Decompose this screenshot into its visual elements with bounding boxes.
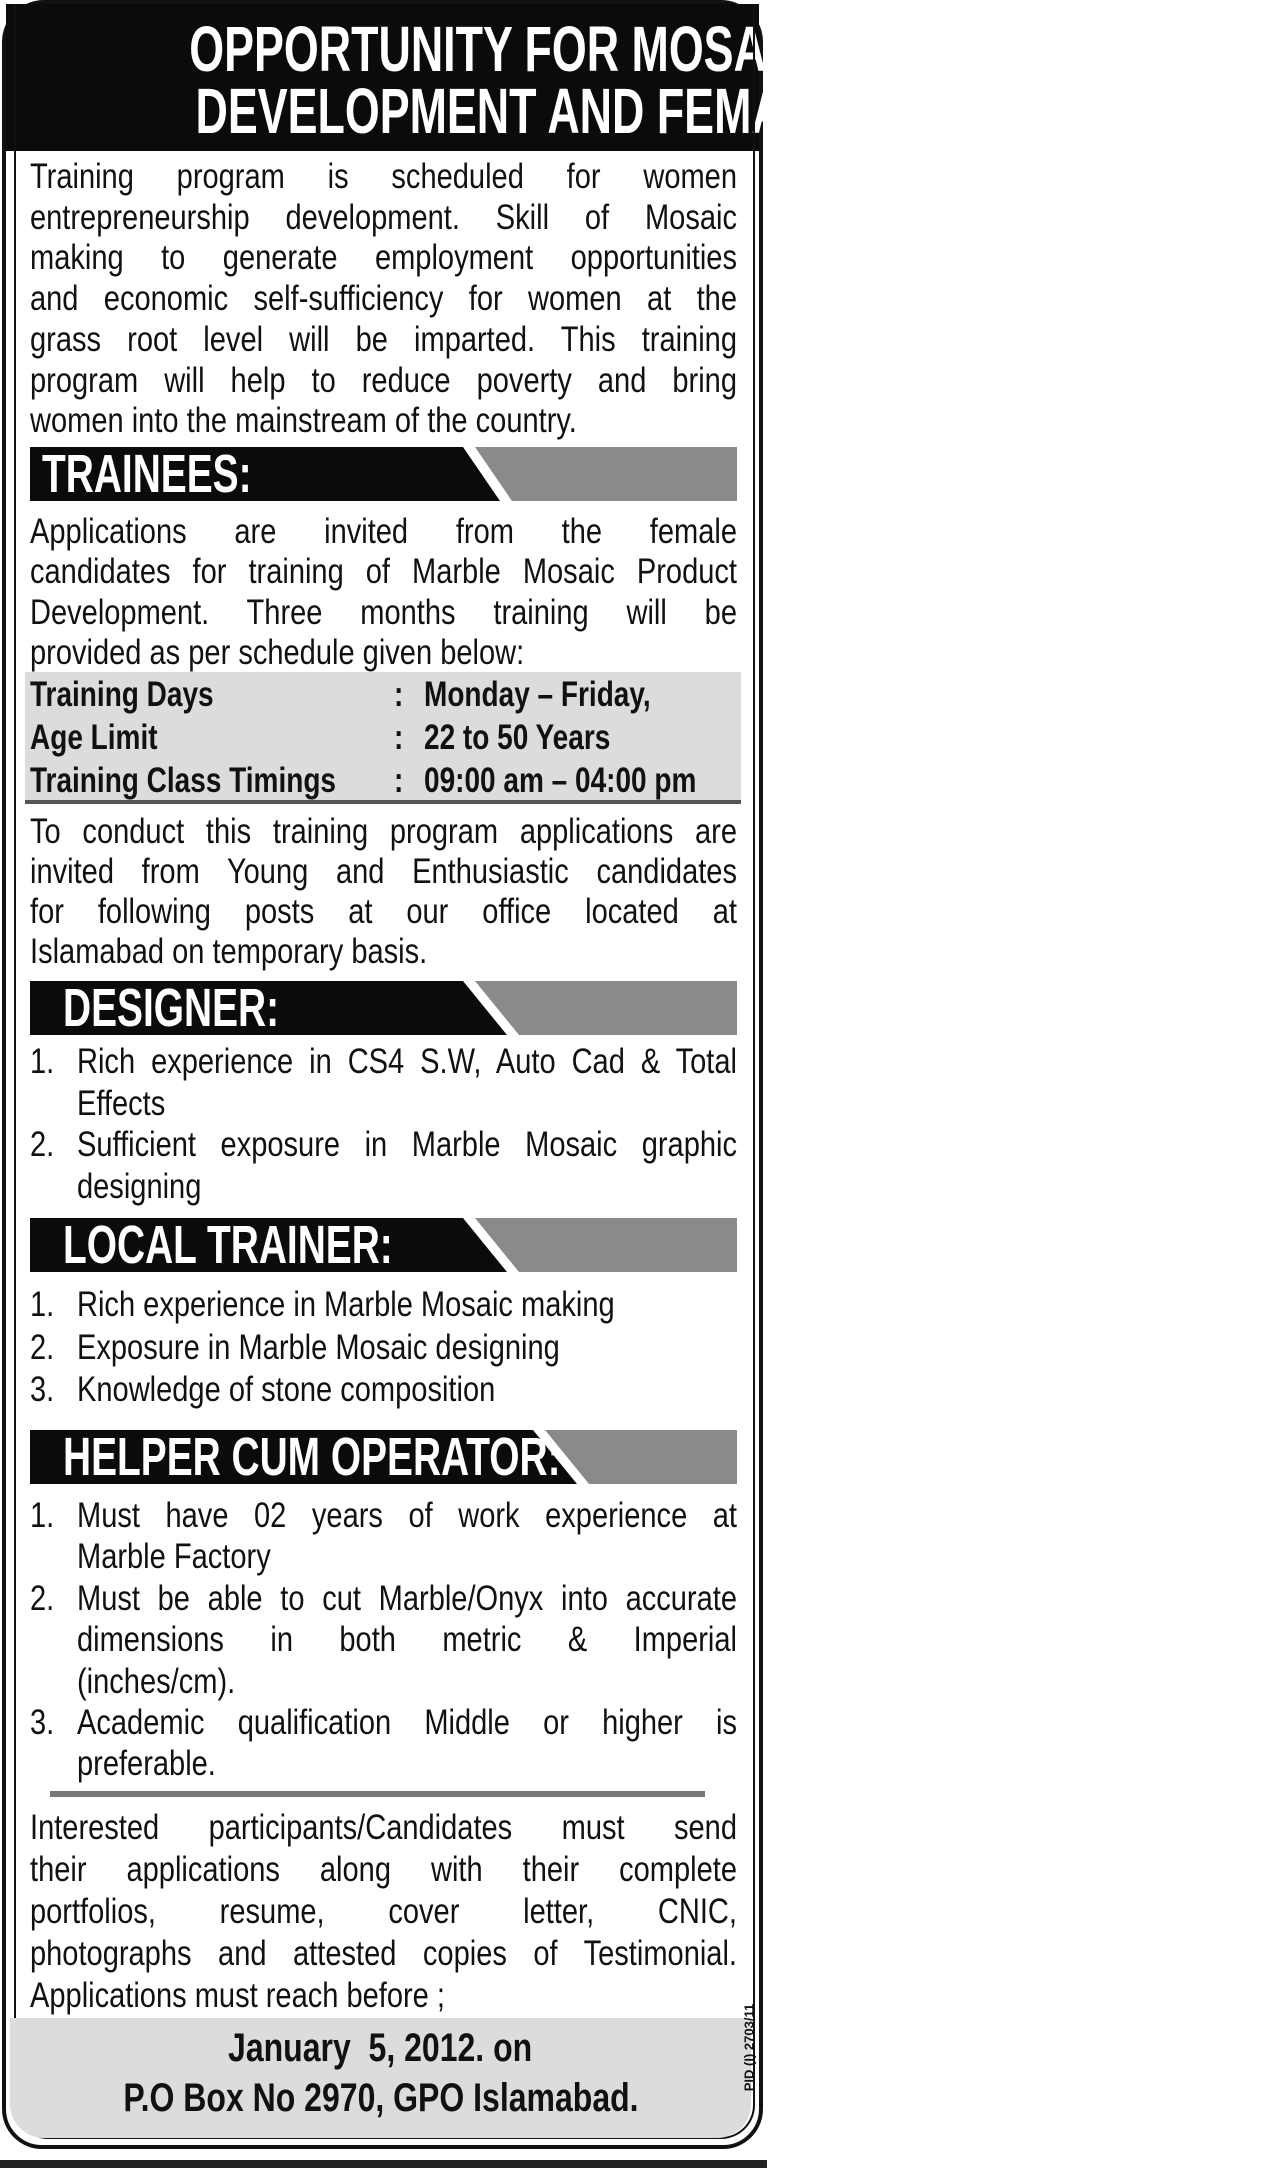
deadline-date (10, 2024, 751, 2072)
schedule-separator: : (394, 761, 404, 800)
local-trainer-item-line: Knowledge of stone composition (77, 1370, 496, 1409)
list-number: 3. (30, 1703, 55, 1742)
helper-item-line: Marble Factory (77, 1537, 271, 1577)
helper-item-line: Must be able to cut Marble/Onyx into accurate (77, 1578, 737, 1618)
intro-paragraph-line: and economic self-sufficiency for women at the (30, 279, 737, 319)
list-number: 1. (30, 1285, 55, 1324)
trainees-paragraph-line: Development. Three months training will be (30, 592, 737, 632)
closing-paragraph-line: Interested participants/Candidates must send (30, 1808, 737, 1847)
list-number: 2. (30, 1578, 55, 1618)
designer-banner (30, 978, 737, 1038)
local-trainer-banner (30, 1215, 737, 1275)
deadline-address (10, 2074, 751, 2122)
conduct-paragraph-line: Islamabad on temporary basis. (30, 932, 428, 971)
list-number: 1. (30, 1042, 55, 1081)
section-heading: HELPER CUM OPERATOR: (63, 1427, 561, 1487)
helper-item-line: (inches/cm). (77, 1661, 236, 1701)
intro-paragraph-line: women into the mainstream of the country. (30, 401, 577, 441)
local-trainer-item-line: Exposure in Marble Mosaic designing (77, 1327, 560, 1367)
local-trainer-item-line: Rich experience in Marble Mosaic making (77, 1285, 615, 1324)
page-bottom-bar (0, 2160, 767, 2168)
list-number: 2. (30, 1125, 55, 1165)
intro-paragraph-line: program will help to reduce poverty and bring (30, 360, 737, 400)
trainees-paragraph-line: candidates for training of Marble Mosaic Product (30, 552, 737, 592)
designer-item-line: Effects (77, 1083, 166, 1123)
title-text: OPPORTUNITY FOR MOSAIC PRODUCT (189, 13, 1045, 85)
deadline-address-text: P.O Box No 2970, GPO Islamabad. (122, 2076, 639, 2120)
intro-paragraph-line: Training program is scheduled for women (30, 157, 737, 196)
closing-paragraph-line: photographs and attested copies of Testimonial. (30, 1934, 737, 1973)
schedule-row (25, 674, 741, 716)
schedule-label: Age Limit (30, 718, 158, 757)
designer-item-line: Sufficient exposure in Marble Mosaic graphic (77, 1125, 737, 1165)
helper-item-line: dimensions in both metric & Imperial (77, 1620, 737, 1660)
designer-item-line: designing (77, 1167, 202, 1207)
intro-paragraph-line: making to generate employment opportunities (30, 238, 737, 278)
helper-banner (30, 1427, 737, 1487)
schedule-value: 09:00 am – 04:00 pm (424, 761, 697, 800)
closing-paragraph-line: their applications along with their complete (30, 1850, 737, 1889)
schedule-value: Monday – Friday, (424, 675, 651, 714)
list-number: 3. (30, 1370, 55, 1409)
intro-paragraph-line: entrepreneurship development. Skill of Mosaic (30, 197, 737, 237)
pid-code: PID (I) 2703/11 (741, 2003, 757, 2092)
schedule-table (25, 672, 741, 804)
trainees-banner (30, 444, 737, 504)
schedule-row (25, 717, 741, 759)
deadline-box (10, 2018, 751, 2138)
list-number: 2. (30, 1327, 55, 1367)
trainees-paragraph-line: Applications are invited from the female (30, 512, 737, 551)
schedule-separator: : (394, 718, 404, 757)
section-heading: DESIGNER: (63, 978, 280, 1038)
closing-paragraph-line: Applications must reach before ; (30, 1976, 445, 2015)
title-text: DEVELOPMENT AND FEMALE TRAINEES (195, 75, 1080, 147)
schedule-value: 22 to 50 Years (424, 718, 611, 757)
list-number: 1. (30, 1496, 55, 1535)
schedule-label: Training Days (30, 675, 214, 714)
conduct-paragraph-line: invited from Young and Enthusiastic candidates (30, 852, 737, 891)
deadline-date-text: January 5, 2012. on (228, 2026, 533, 2070)
schedule-label: Training Class Timings (30, 761, 337, 800)
schedule-separator: : (394, 675, 404, 714)
helper-item-line: preferable. (77, 1744, 216, 1784)
trainees-paragraph-line: provided as per schedule given below: (30, 632, 525, 672)
designer-item-line: Rich experience in CS4 S.W, Auto Cad & Total (77, 1042, 737, 1081)
conduct-paragraph-line: for following posts at our office located at (30, 892, 737, 931)
section-divider (50, 1791, 705, 1797)
section-heading: LOCAL TRAINER: (63, 1215, 393, 1275)
helper-item-line: Must have 02 years of work experience at (77, 1496, 737, 1535)
helper-item-line: Academic qualification Middle or higher is (77, 1703, 737, 1742)
closing-paragraph-line: portfolios, resume, cover letter, CNIC, (30, 1892, 737, 1931)
schedule-row (25, 760, 741, 802)
intro-paragraph-line: grass root level will be imparted. This training (30, 319, 737, 359)
section-heading: TRAINEES: (42, 444, 252, 504)
conduct-paragraph-line: To conduct this training program applications are (30, 812, 737, 851)
